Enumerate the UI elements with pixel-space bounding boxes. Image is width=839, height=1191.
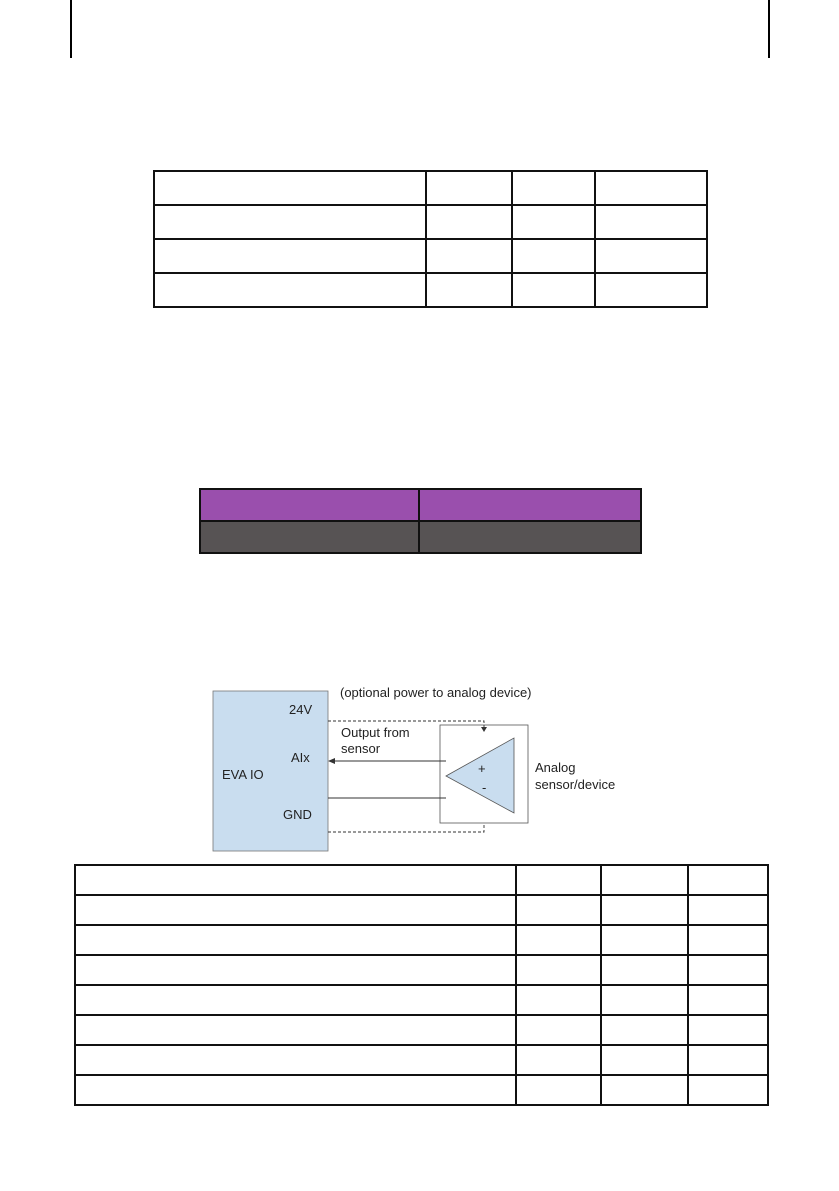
device-label-line2: sensor/device bbox=[535, 777, 616, 792]
table-row bbox=[75, 1045, 768, 1075]
output-label-line1: Output from bbox=[341, 725, 410, 740]
device-label-line1: Analog bbox=[535, 760, 576, 775]
spec-table-2 bbox=[74, 864, 769, 1106]
table-row bbox=[75, 895, 768, 925]
spec-table-1 bbox=[153, 170, 708, 308]
table-header-row bbox=[75, 865, 768, 895]
pin-24v-label: 24V bbox=[289, 702, 313, 717]
pin-gnd-label: GND bbox=[283, 807, 312, 822]
eva-io-label: EVA IO bbox=[222, 767, 264, 782]
table-header-row bbox=[200, 489, 641, 521]
optional-power-arrow bbox=[481, 727, 487, 732]
table-row bbox=[154, 239, 707, 273]
minus-sign: - bbox=[482, 780, 487, 795]
pin-color-table bbox=[199, 488, 642, 554]
table-row bbox=[154, 273, 707, 307]
output-label-line2: sensor bbox=[341, 741, 381, 756]
table-row bbox=[75, 985, 768, 1015]
output-arrow bbox=[328, 758, 335, 764]
pin-aix-label: AIx bbox=[291, 750, 310, 765]
plus-sign: + bbox=[478, 761, 486, 776]
table-row bbox=[75, 1015, 768, 1045]
optional-power-label: (optional power to analog device) bbox=[340, 685, 532, 700]
crop-mark-top-left bbox=[70, 0, 72, 58]
table-header-row bbox=[154, 171, 707, 205]
analog-wiring-diagram bbox=[210, 683, 630, 855]
table-row bbox=[200, 521, 641, 553]
table-row bbox=[75, 955, 768, 985]
table-row bbox=[75, 1075, 768, 1105]
table-row bbox=[75, 925, 768, 955]
table-row bbox=[154, 205, 707, 239]
ground-wire bbox=[328, 823, 484, 832]
crop-mark-top-right bbox=[768, 0, 770, 58]
